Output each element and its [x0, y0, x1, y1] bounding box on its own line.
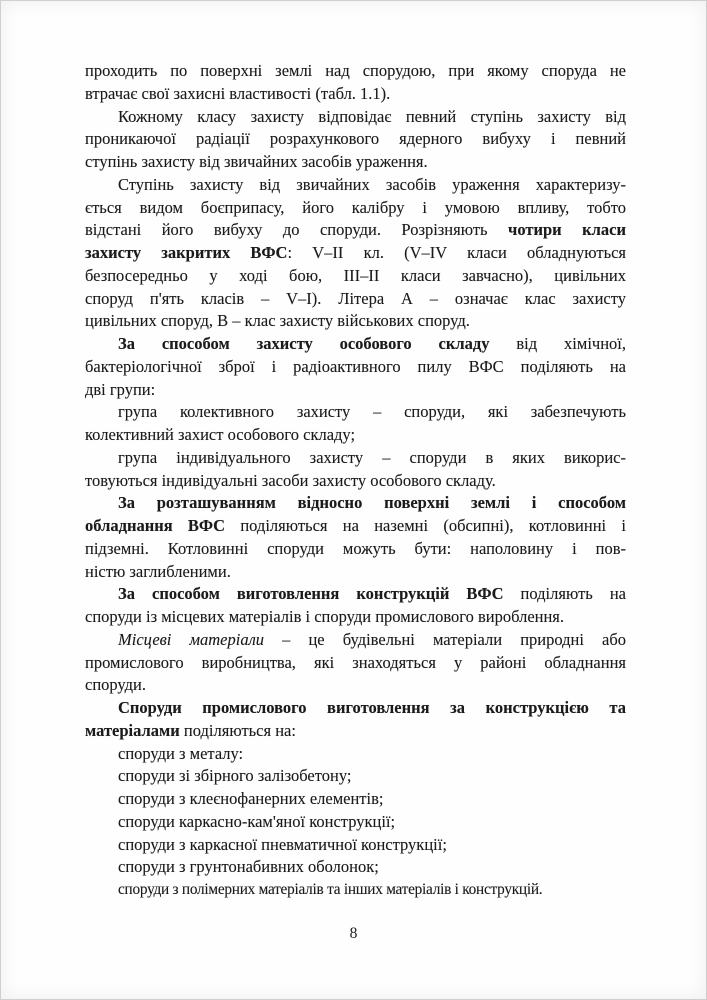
body-text: споруди з полімерних матеріалів та інших матеріалів і конструкцій. [118, 881, 543, 898]
body-text: споруди з каркасної пневматичної конструкції; [118, 834, 447, 854]
body-text: споруди каркасно-кам'яної конструкції; [118, 811, 396, 831]
body-text: поділяються на: [179, 720, 296, 740]
body-text: проникаючої радіації розрахункового ядерного вибуху і певний [85, 129, 626, 149]
body-text: споруди з клеєнофанерних елементів; [118, 789, 384, 808]
bold-text: захисту закритих ВФС [85, 243, 288, 262]
text-line [85, 538, 626, 561]
text-line [85, 401, 626, 424]
text-line [85, 674, 626, 697]
body-text: ється видом боєприпасу, його калібру і умовою впливу, тобто [85, 197, 626, 217]
text-line [85, 788, 626, 811]
text-line [85, 515, 626, 538]
text-line [85, 333, 626, 356]
text-line [85, 151, 626, 174]
body-text: Ступінь захисту від звичайних засобів ураження характеризу- [118, 174, 626, 194]
text-line [85, 652, 626, 675]
bold-text: За способом виготовлення конструкцій ВФС [118, 584, 504, 604]
text-line [85, 879, 626, 902]
body-text: проходить по поверхні землі над спорудою, при якому споруда не [85, 61, 626, 80]
text-line [85, 583, 626, 606]
body-text: ністю заглибленими. [85, 561, 231, 581]
text-line [85, 197, 626, 220]
text-line [85, 492, 626, 515]
text-line [85, 629, 626, 652]
body-text: втрачає свої захисні властивості (табл. 1.1). [85, 83, 391, 103]
body-text: споруди зі збірного залізобетону; [118, 766, 352, 786]
text-line [85, 856, 626, 879]
text-line [85, 174, 626, 197]
body-text: споруди. [85, 675, 146, 695]
body-text: підземні. Котловинні споруди можуть бути: наполовину і пов- [85, 538, 626, 558]
text-line [85, 561, 626, 584]
bold-text: За розташуванням відносно поверхні землі і способом [118, 493, 626, 513]
text-line [85, 219, 626, 242]
body-text: Кожному класу захисту відповідає певний ступінь захисту від [118, 106, 626, 126]
body-text: – це будівельні матеріали природні або [264, 629, 626, 649]
text-line [85, 470, 626, 493]
body-text: безпосередньо у ході бою, III–II класи завчасно), цивільних [85, 265, 626, 285]
body-text: товуються індивідуальні засоби захисту особового складу. [85, 470, 496, 490]
body-text: група колективного захисту – споруди, які забезпечують [118, 402, 626, 422]
bold-text: За способом захисту особового складу [118, 334, 490, 353]
page-number: 8 [349, 925, 358, 942]
text-line [85, 697, 626, 720]
bold-text: матеріалами [85, 720, 180, 740]
text-line [85, 447, 626, 470]
body-text: промислового виробництва, які знаходяться у районі обладнання [85, 652, 626, 672]
body-text: споруд п'ять класів – V–I). Літера А – означає клас захисту [85, 288, 626, 308]
text-line [85, 128, 626, 151]
bold-text: обладнання ВФС [85, 516, 226, 535]
body-text: колективний захист особового складу; [85, 425, 356, 444]
italic-text: Місцеві матеріали [118, 629, 265, 649]
bold-text: чотири класи [508, 220, 626, 240]
body-text: від хімічної, [489, 334, 626, 353]
text-line [85, 834, 626, 857]
text-line [85, 379, 626, 402]
text-line [85, 720, 626, 743]
text-line [85, 60, 626, 83]
text-line [85, 288, 626, 311]
body-text: група індивідуального захисту – споруди в яких викорис- [118, 447, 626, 467]
body-text: поділяють на [503, 584, 626, 604]
body-text: відстані його вибуху до споруди. Розрізняють [85, 220, 509, 240]
text-line [85, 743, 626, 766]
text-line [85, 106, 626, 129]
body-text: споруди з грунтонабивних оболонок; [118, 857, 379, 877]
body-text: бактеріологічної зброї і радіоактивного пилу ВФС поділяють на [85, 356, 626, 376]
text-line [85, 265, 626, 288]
text-line [85, 424, 626, 447]
text-line [85, 356, 626, 379]
text-line [85, 606, 626, 629]
text-line [85, 811, 626, 834]
body-text: ступінь захисту від звичайних засобів ураження. [85, 152, 428, 171]
body-text: : V–II кл. (V–IV класи обладнуються [287, 243, 627, 262]
body-text: поділяються на наземні (обсипні), котловинні і [225, 516, 627, 535]
text-line [85, 310, 626, 333]
text-block [85, 60, 626, 902]
body-text: дві групи: [85, 379, 156, 399]
text-line [85, 83, 626, 106]
body-text: цивільних споруд, В – клас захисту військових споруд. [85, 311, 470, 331]
text-line [85, 765, 626, 788]
body-text: споруди із місцевих матеріалів і споруди промислового вироблення. [85, 607, 565, 626]
body-text: споруди з металу: [118, 743, 244, 763]
text-line [85, 242, 626, 265]
bold-text: Споруди промислового виготовлення за конструкцією та [118, 698, 626, 717]
